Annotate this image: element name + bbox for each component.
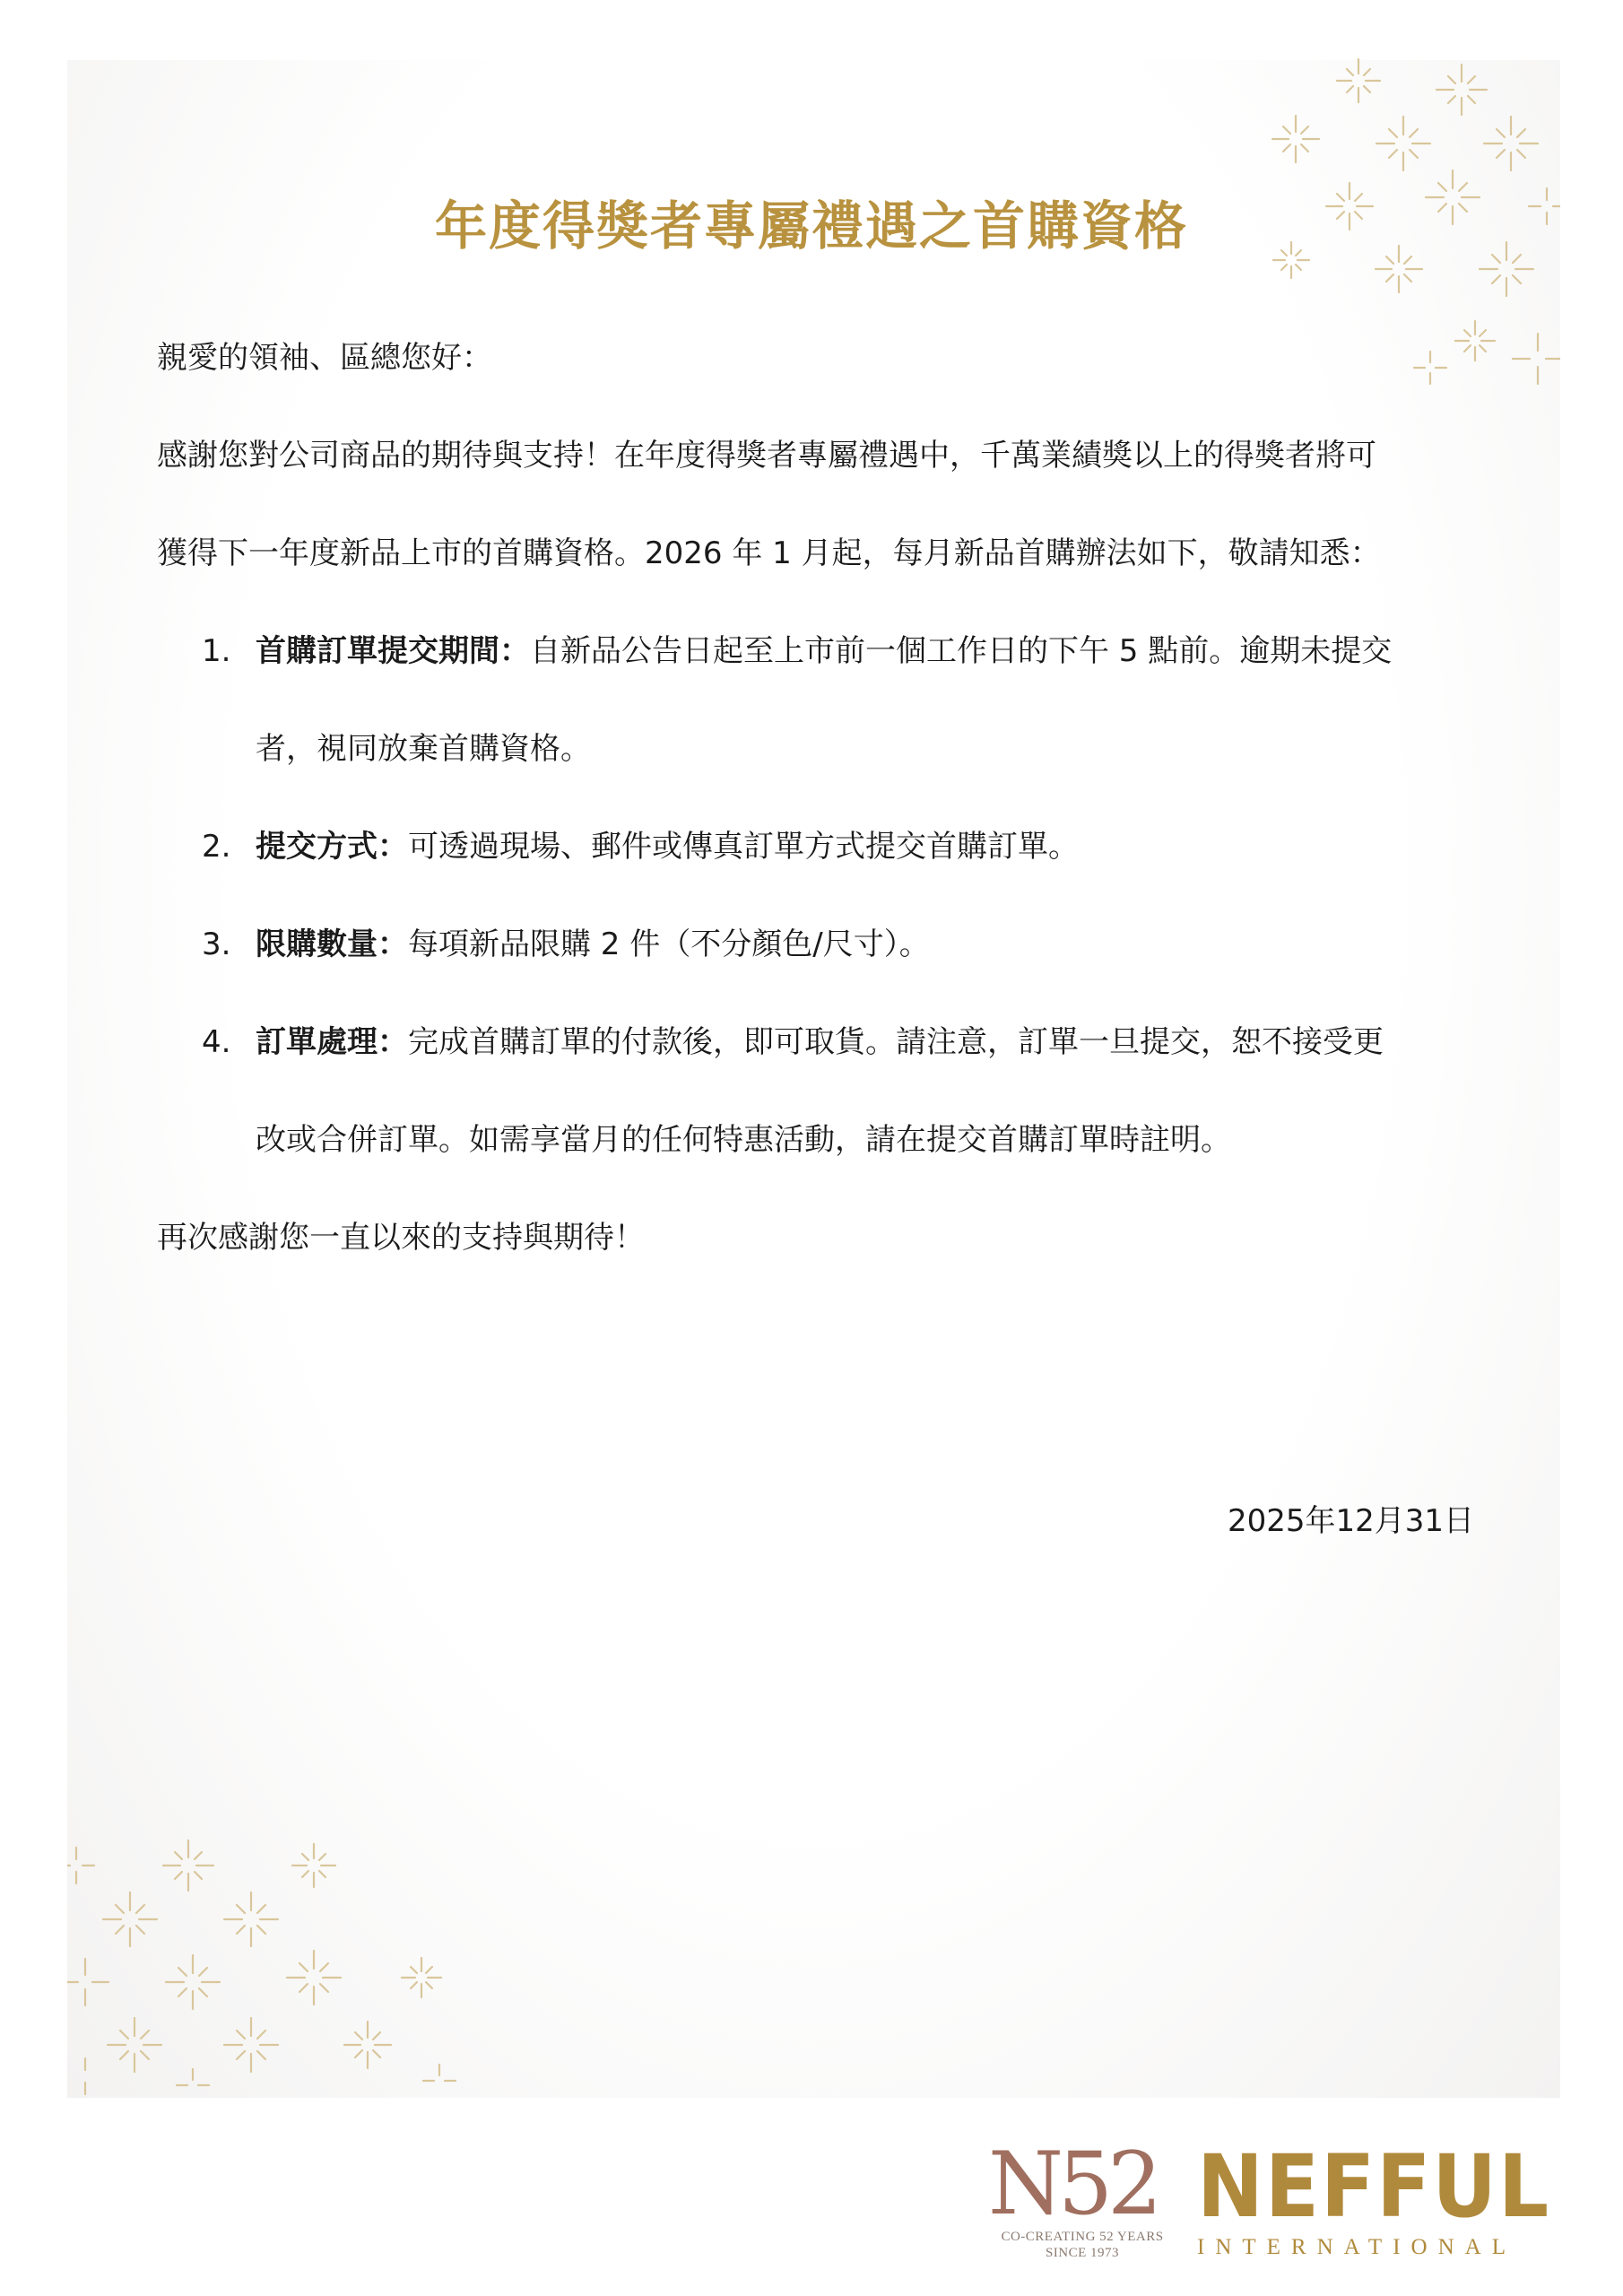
n52-tagline: CO-CREATING 52 YEARS [1001,2230,1164,2244]
list-item [157,603,1475,798]
letter-body [157,309,1475,1287]
list-number: 3. [202,926,231,962]
rules-list [157,603,1475,1189]
item-text: 者，視同放棄首購資格。 [256,731,591,767]
closing-line: 再次感謝您一直以來的支持與期待！ [157,1220,645,1256]
brand-subtitle: INTERNATIONAL [1197,2235,1516,2259]
item-heading: 首購訂單提交期間： [256,633,530,669]
list-item [157,798,1475,896]
page-title: 年度得獎者專屬禮遇之首購資格 [434,196,1188,257]
list-number: 4. [202,1024,231,1060]
greeting: 親愛的領袖、區總您好： [157,340,492,376]
list-number: 2. [202,829,231,865]
item-text: 改或合併訂單。如需享當月的任何特惠活動，請在提交首購訂單時註明。 [256,1122,1231,1158]
item-heading: 限購數量： [256,926,408,962]
brand-name: NEFFUL [1197,2136,1550,2237]
nefful-logo [1197,2136,1556,2276]
sparkle-pattern-icon [67,1825,471,2099]
list-item [157,896,1475,994]
intro-line: 感謝您對公司商品的期待與支持！在年度得獎者專屬禮遇中，千萬業績獎以上的得獎者將可 [157,438,1376,474]
n52-logo [988,2134,1176,2274]
item-text: 完成首購訂單的付款後，即可取貨。請注意，訂單一旦提交，恕不接受更 [408,1024,1384,1060]
item-heading: 提交方式： [256,829,408,865]
item-text: 自新品公告日起至上市前一個工作日的下午 5 點前。逾期未提交 [530,633,1393,669]
list-item [157,994,1475,1189]
n52-tagline: SINCE 1973 [1045,2246,1120,2260]
intro-line: 獲得下一年度新品上市的首購資格。2026 年 1 月起，每月新品首購辦法如下，敬請知悉： [157,535,1381,571]
item-heading: 訂單處理： [256,1024,408,1060]
letter-date: 2025年12月31日 [1227,1503,1474,1539]
n52-mark: N52 [988,2134,1158,2234]
item-text: 可透過現場、郵件或傳真訂單方式提交首購訂單。 [408,829,1079,865]
item-text: 每項新品限購 2 件（不分顏色/尺寸）。 [408,926,930,962]
list-number: 1. [202,633,231,669]
